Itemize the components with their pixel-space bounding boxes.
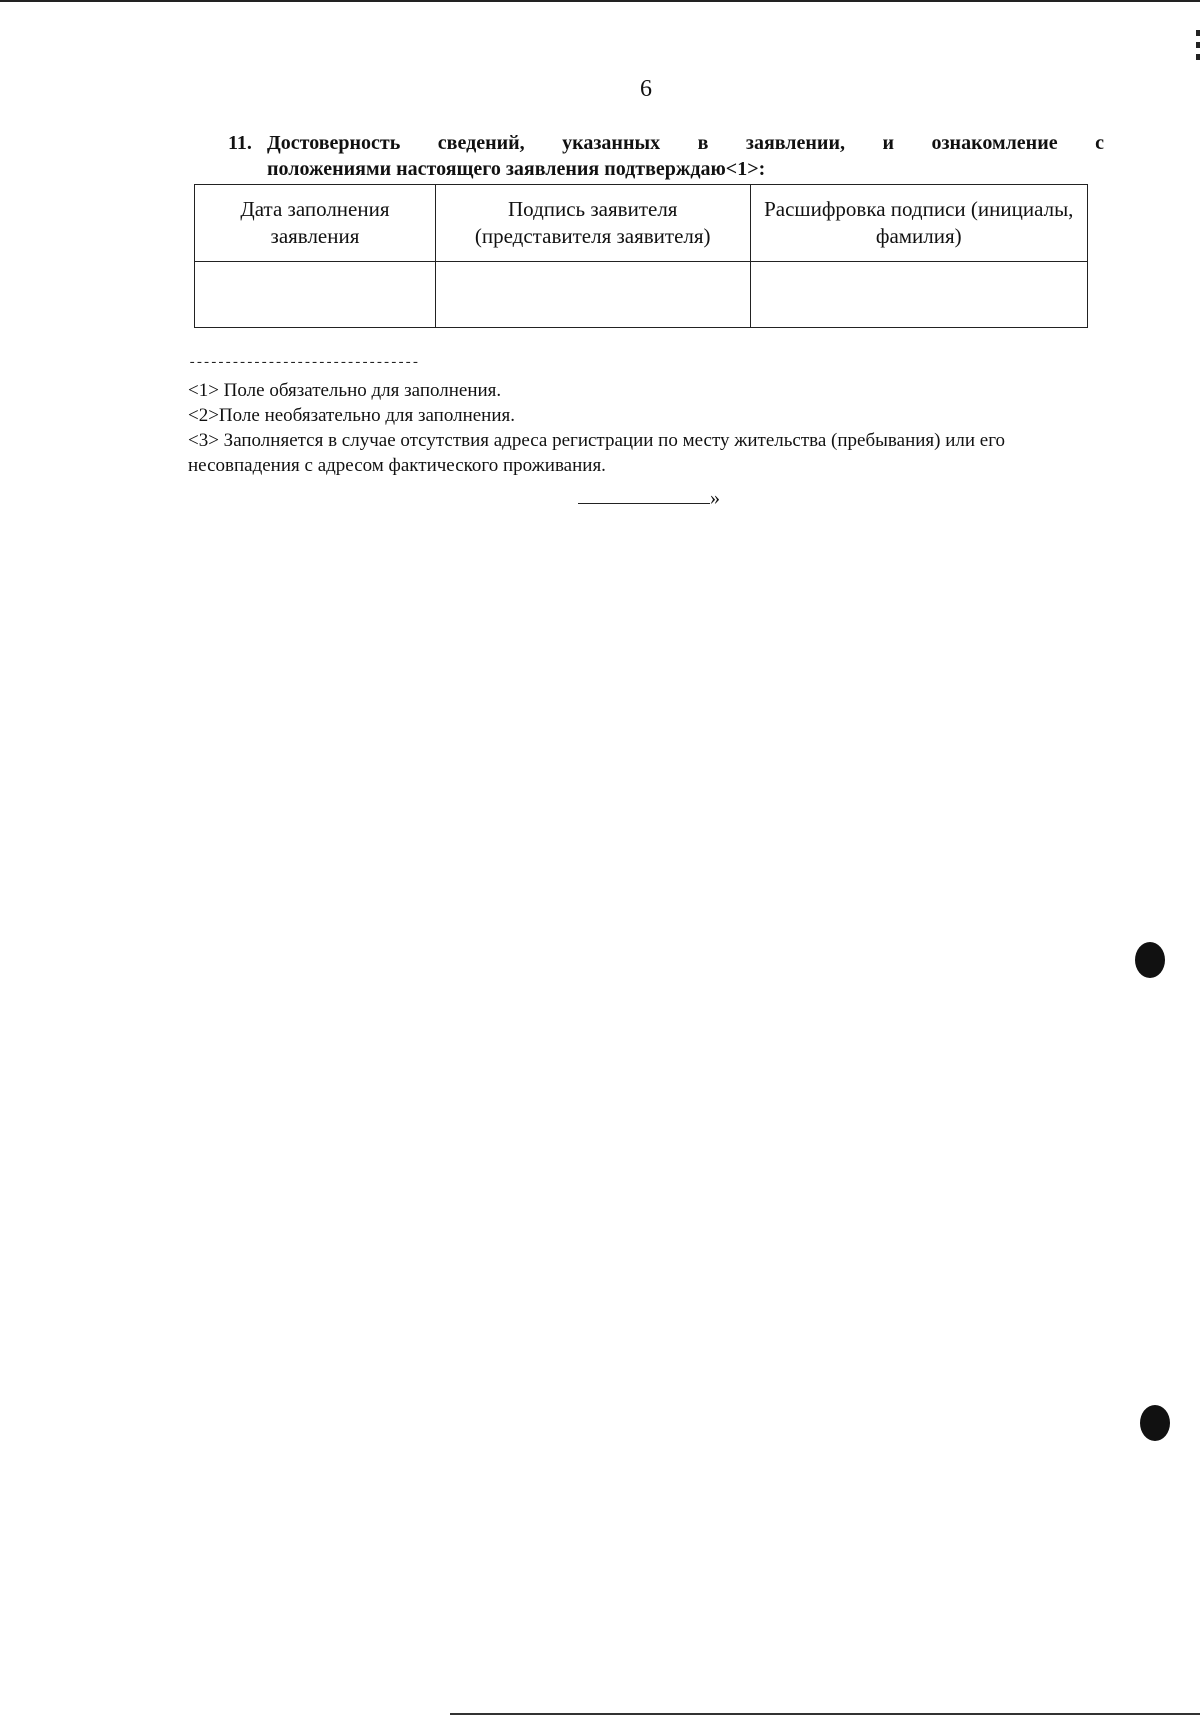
page-number: 6 <box>640 76 652 102</box>
section-text <box>267 130 1104 182</box>
footnote-separator: -------------------------------- <box>188 355 419 371</box>
table-header-row <box>195 185 1088 262</box>
footnotes <box>188 378 1118 478</box>
signature-table <box>194 184 1088 328</box>
footnote-1: <1> Поле обязательно для заполнения. <box>188 380 502 401</box>
cell-date[interactable] <box>195 262 436 328</box>
closing-blank-line <box>578 483 710 504</box>
punch-hole-dot <box>1135 942 1165 978</box>
section-11 <box>228 130 1104 182</box>
punch-hole-dot <box>1140 1405 1170 1441</box>
section-text-line-2: положениями настоящего заявления подтверждаю<1>: <box>267 158 766 180</box>
footnote-3: <3> Заполняется в случае отсутствия адреса регистрации по месту жительства (пребывания) или его несовпадения с адресом фактического проживания. <box>188 430 1006 476</box>
bottom-edge-rule <box>450 1713 1200 1715</box>
table-row <box>195 262 1088 328</box>
cell-signature[interactable] <box>435 262 750 328</box>
section-number: 11. <box>228 132 252 154</box>
closing-line <box>578 483 720 510</box>
cell-signature-transcript[interactable] <box>750 262 1087 328</box>
footnote-2: <2>Поле необязательно для заполнения. <box>188 405 515 426</box>
section-text-line-1: Достоверность сведений, указанных в заявлении, и ознакомление с <box>267 132 1104 154</box>
header-signature: Подпись заявителя (представителя заявителя) <box>435 185 750 262</box>
top-edge-rule <box>0 0 1200 2</box>
header-signature-transcript: Расшифровка подписи (инициалы, фамилия) <box>750 185 1087 262</box>
scan-edge-mark <box>1196 30 1200 66</box>
header-date: Дата заполнения заявления <box>195 185 436 262</box>
closing-quote-mark: » <box>710 487 720 509</box>
